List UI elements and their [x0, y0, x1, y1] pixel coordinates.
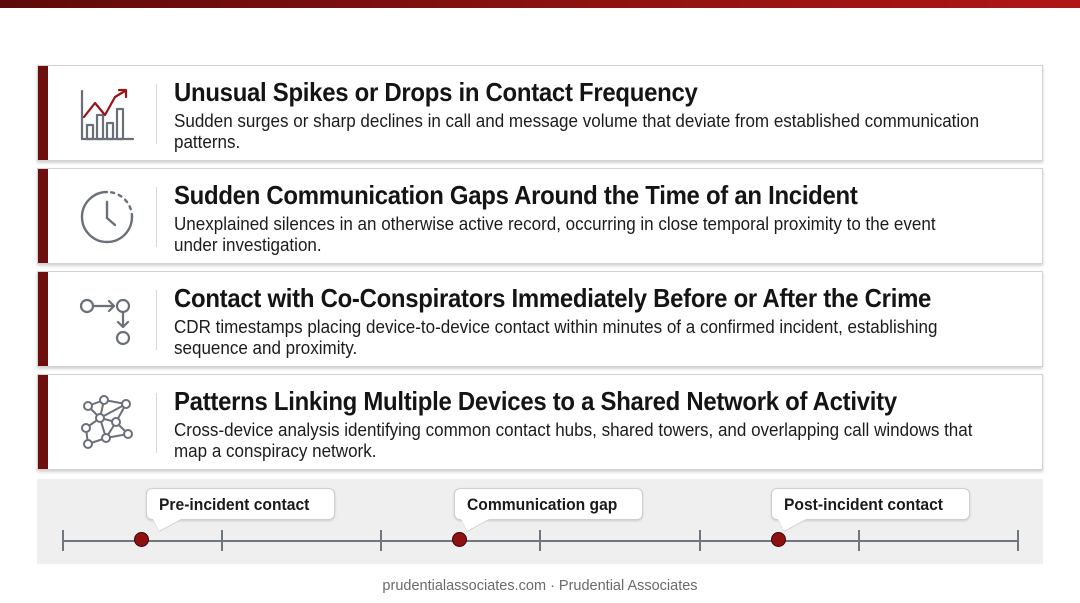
timeline-tick: [221, 530, 223, 551]
footer-source: prudentialassociates.com · Prudential Associates: [382, 578, 698, 594]
callout-label: Communication gap: [467, 495, 618, 514]
callout-label: Pre-incident contact: [159, 495, 310, 514]
indicator-card-device-network: [37, 374, 1043, 470]
timeline-tick: [62, 530, 64, 551]
card-divider: [156, 84, 157, 144]
card-accent-bar: [38, 66, 48, 160]
timeline-marker-gap: [452, 532, 467, 547]
card-title: Sudden Communication Gaps Around the Time of an Incident: [174, 180, 858, 210]
card-divider: [156, 290, 157, 350]
incident-timeline: [37, 479, 1043, 564]
timeline-callout-post-incident: [771, 488, 970, 520]
network-icon: [78, 394, 136, 452]
card-divider: [156, 187, 157, 247]
card-description: Cross-device analysis identifying common contact hubs, shared towers, and overlapping call windows that map a conspiracy network.: [174, 419, 973, 461]
card-accent-bar: [38, 272, 48, 366]
timeline-tick: [380, 530, 382, 551]
card-title: Unusual Spikes or Drops in Contact Frequency: [174, 77, 698, 107]
timeline-axis: [63, 540, 1019, 542]
clock-icon: [78, 188, 136, 246]
bar-chart-trend-icon: [78, 85, 136, 143]
card-description: Sudden surges or sharp declines in call and message volume that deviate from established communication patterns.: [174, 110, 980, 152]
card-accent-bar: [38, 375, 48, 469]
callout-label: Post-incident contact: [784, 495, 944, 514]
timeline-tick: [699, 530, 701, 551]
timeline-tick: [858, 530, 860, 551]
timeline-marker-post-incident: [771, 532, 786, 547]
timeline-callout-gap: [454, 488, 643, 520]
top-accent-bar: [0, 0, 1080, 8]
indicator-card-communication-gaps: [37, 168, 1043, 264]
timeline-tick: [539, 530, 541, 551]
card-title: Patterns Linking Multiple Devices to a Shared Network of Activity: [174, 386, 897, 416]
sequence-flow-icon: [78, 291, 136, 349]
callout-pointer: [461, 519, 489, 531]
callout-pointer: [778, 519, 806, 531]
card-divider: [156, 393, 157, 453]
timeline-callout-pre-incident: [146, 488, 335, 520]
timeline-marker-pre-incident: [134, 532, 149, 547]
indicator-card-contact-frequency: [37, 65, 1043, 161]
timeline-tick: [1017, 530, 1019, 551]
card-title: Contact with Co-Conspirators Immediately Before or After the Crime: [174, 283, 932, 313]
callout-pointer: [153, 519, 181, 531]
card-description: CDR timestamps placing device-to-device contact within minutes of a confirmed incident, establishing sequence and proximity.: [174, 316, 938, 358]
indicator-card-co-conspirators: [37, 271, 1043, 367]
card-description: Unexplained silences in an otherwise active record, occurring in close temporal proximity to the event under investigation.: [174, 213, 936, 255]
card-accent-bar: [38, 169, 48, 263]
